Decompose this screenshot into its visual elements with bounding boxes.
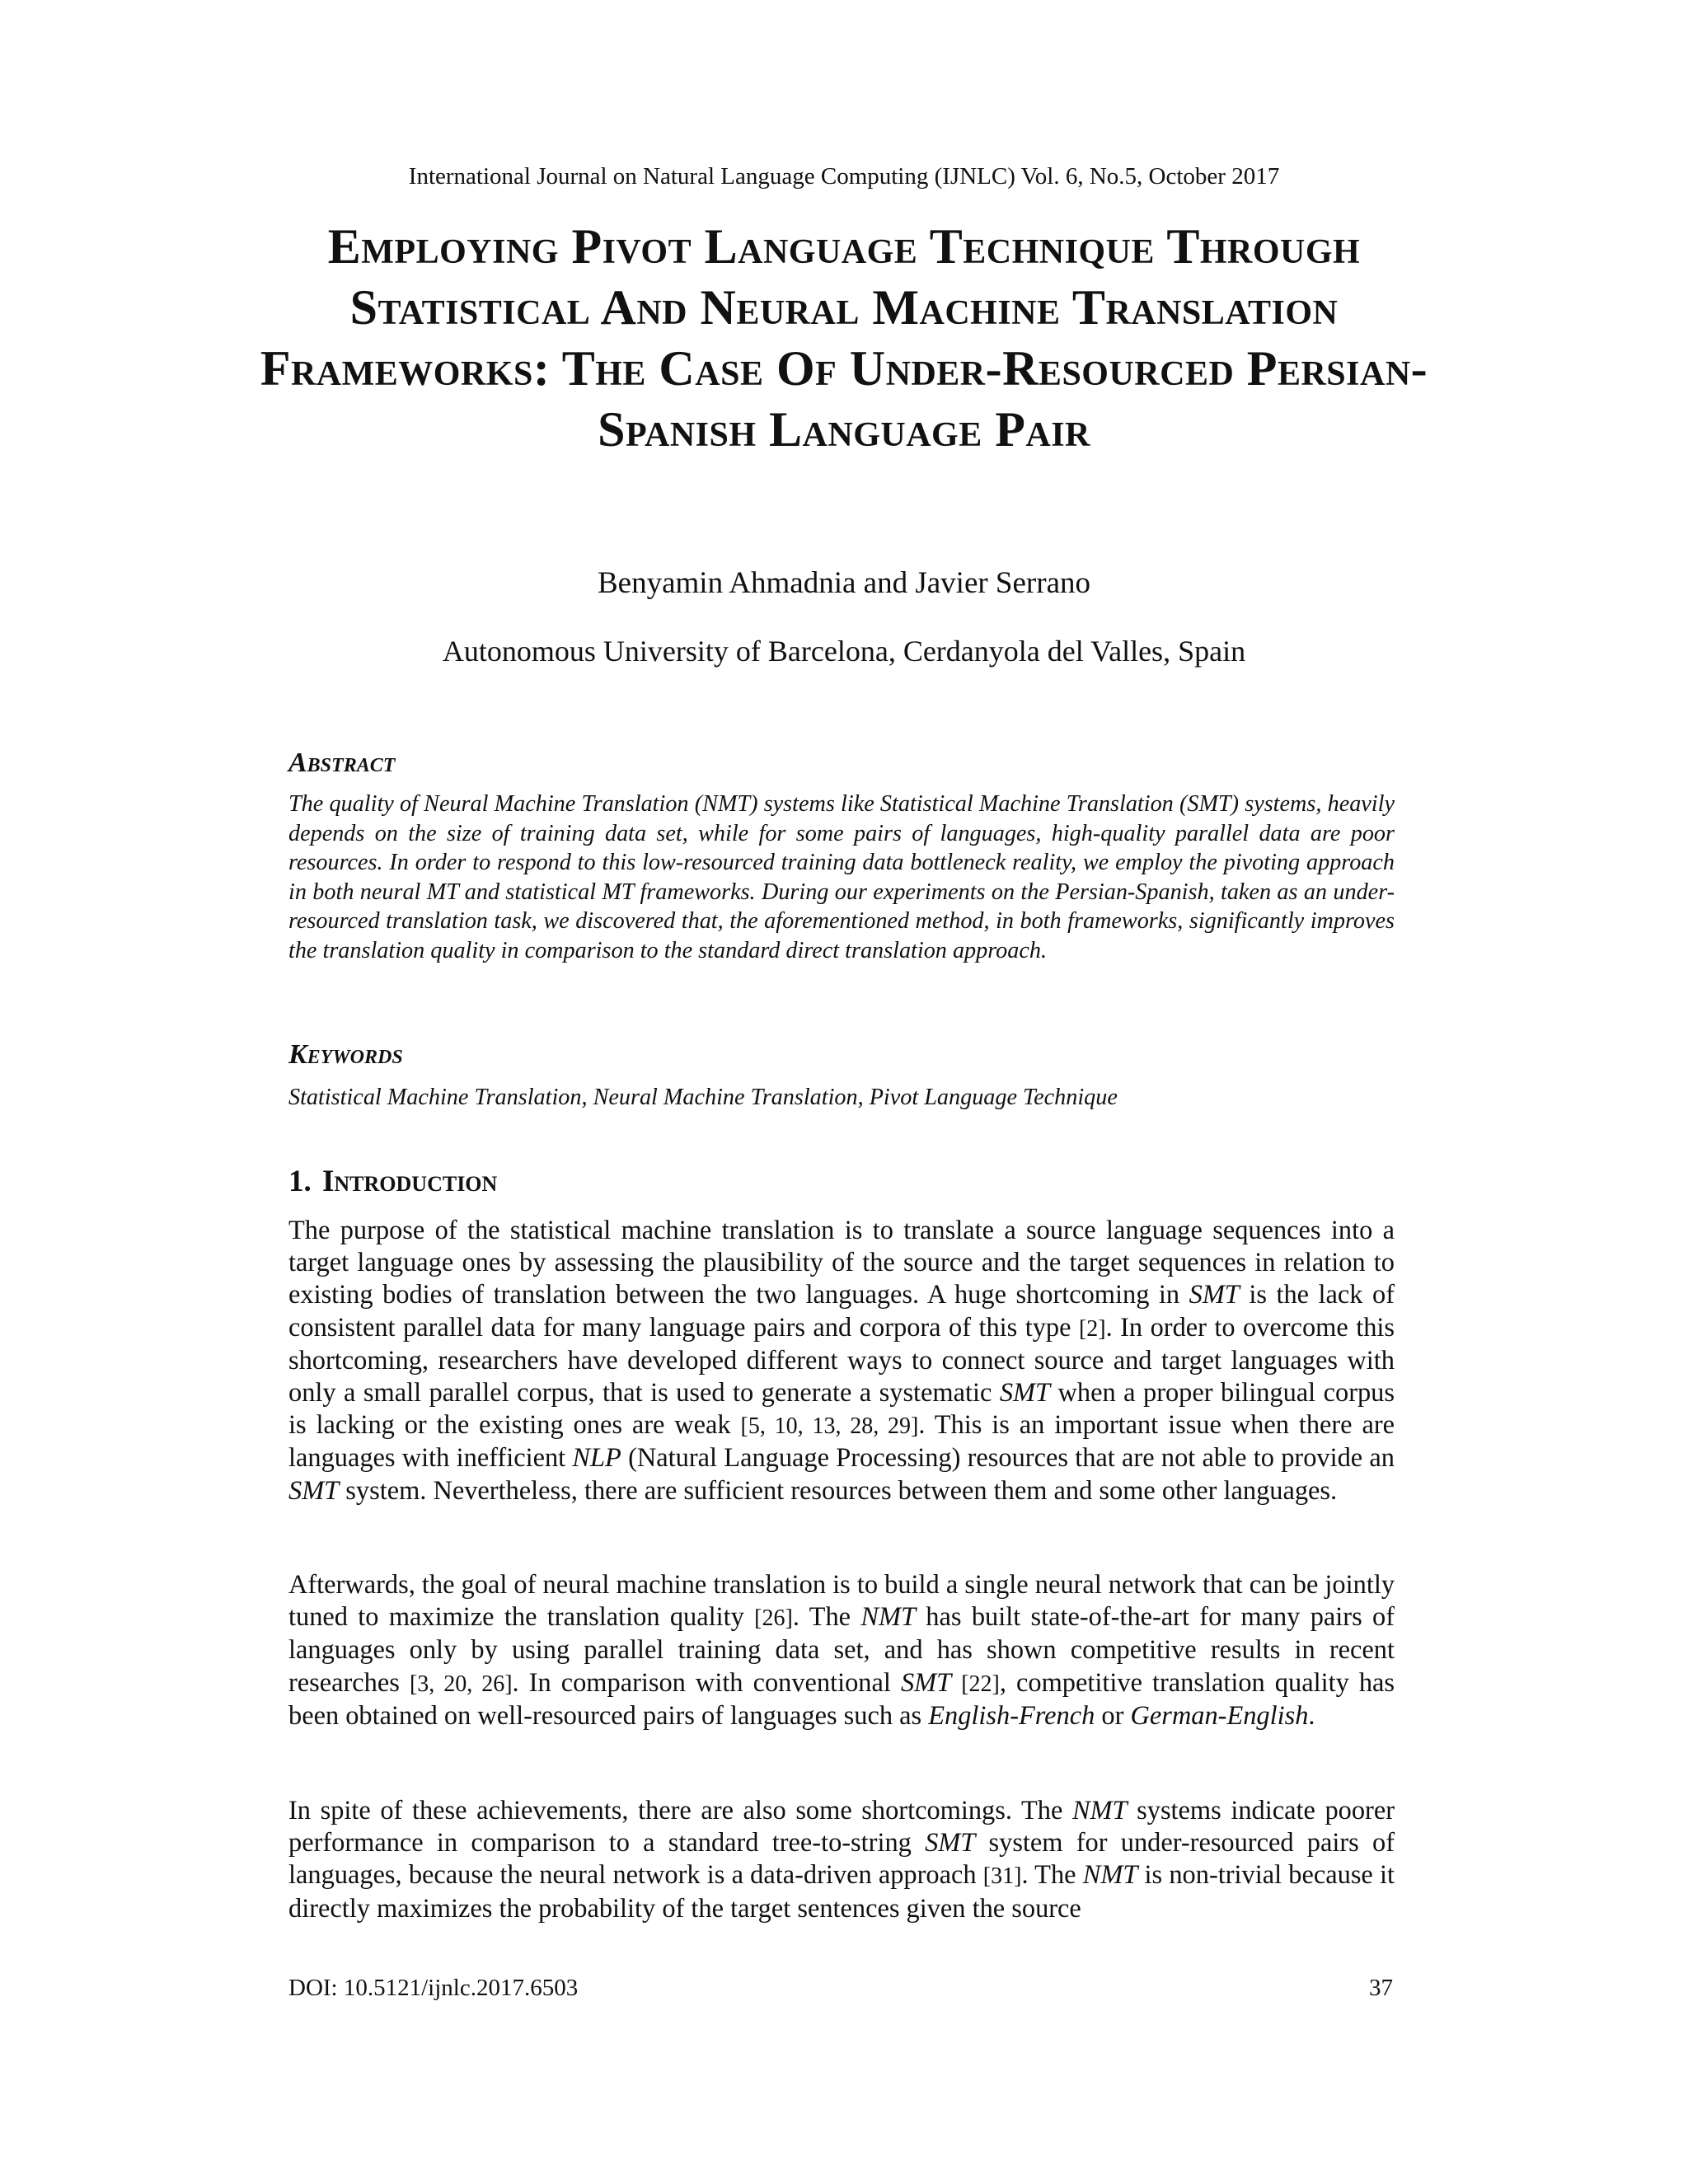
section-title: Introduction <box>322 1165 498 1198</box>
abstract-heading: Abstract <box>288 748 396 778</box>
text-run: system for under-resourced pairs of languages, because the neural network is a data-driven approach <box>288 1828 1395 1891</box>
paper-title: Employing Pivot Language Technique Through Statistical And Neural Machine Translation Frameworks: The Case Of Under-Resourced Persian-Spanish Language Pair <box>260 219 1428 457</box>
text-run: . In order to overcome this shortcoming, researchers have developed different ways to connect source and target languages with only a small parallel corpus, that is used to generate a systematic <box>288 1312 1395 1408</box>
term-nmt: NMT <box>1082 1860 1138 1891</box>
term-nmt: NMT <box>860 1602 916 1633</box>
text-run: . In comparison with conventional <box>512 1667 901 1698</box>
introduction-paragraph-3 <box>288 1795 1395 1925</box>
text-run: is the lack of consistent parallel data for many language pairs and corpora of this type <box>288 1280 1395 1343</box>
text-run: (Natural Language Processing) resources that are not able to provide an <box>621 1443 1395 1474</box>
introduction-heading <box>288 1164 497 1200</box>
text-run: system. Nevertheless, there are sufficient resources between them and some other languages. <box>339 1475 1338 1506</box>
running-header: International Journal on Natural Language Computing (IJNLC) Vol. 6, No.5, October 2017 <box>408 163 1280 190</box>
citation: [3, 20, 26] <box>409 1671 513 1697</box>
term-smt: SMT <box>900 1667 952 1698</box>
section-number: 1. <box>288 1165 312 1198</box>
citation: [31] <box>982 1863 1022 1890</box>
text-run: systems indicate poorer performance in comparison to a standard tree-to-string <box>288 1796 1395 1858</box>
text-run: , competitive translation quality has been obtained on well-resourced pairs of languages such as <box>288 1667 1395 1731</box>
term-smt: SMT <box>288 1475 340 1506</box>
text-run: In spite of these achievements, there are also some shortcomings. The <box>288 1796 1072 1825</box>
text-run: is non-trivial because it directly maximizes the probability of the target sentences given the source <box>288 1860 1395 1924</box>
authors: Benyamin Ahmadnia and Javier Serrano <box>598 566 1090 600</box>
citation: [22] <box>961 1671 1000 1697</box>
term-smt: SMT <box>1189 1280 1240 1310</box>
keywords-text: Statistical Machine Translation, Neural Machine Translation, Pivot Language Technique <box>288 1085 1118 1110</box>
keywords-heading: Keywords <box>288 1039 403 1070</box>
term-language-pair: English-French <box>928 1700 1095 1731</box>
abstract-text: The quality of Neural Machine Translation (NMT) systems like Statistical Machine Translation (SMT) systems, heavily depends on the size of training data set, while for some pairs of languages, high-quality parallel data are poor resources. In order to respond to this low-resourced training data bottleneck reality, we employ the pivoting approach in both neural MT and statistical MT frameworks. During our experiments on the Persian-Spanish, taken as an under-resourced translation task, we discovered that, the aforementioned method, in both frameworks, significantly improves the translation quality in comparison to the standard direct translation approach. <box>288 791 1395 963</box>
page-number: 37 <box>1369 1975 1393 2001</box>
introduction-paragraph-2 <box>288 1569 1395 1732</box>
text-run: The purpose of the statistical machine translation is to translate a source language sequences into a target language ones by assessing the plausibility of the source and the target sequences in relation to existing bodies of translation between the two languages. A huge shortcoming in <box>288 1216 1395 1310</box>
term-nlp: NLP <box>572 1443 621 1474</box>
text-run: . The <box>1021 1860 1083 1891</box>
citation: [5, 10, 13, 28, 29] <box>740 1413 919 1440</box>
affiliation: Autonomous University of Barcelona, Cerdanyola del Valles, Spain <box>442 635 1246 668</box>
text-run: or <box>1095 1700 1131 1731</box>
citation: [26] <box>754 1605 793 1632</box>
term-smt: SMT <box>925 1828 976 1858</box>
text-run: . This is an important issue when there are languages with inefficient <box>288 1410 1395 1474</box>
text-run: Afterwards, the goal of neural machine translation is to build a single neural network that can be jointly tuned to maximize the translation quality <box>288 1570 1395 1633</box>
text-run <box>951 1668 961 1698</box>
citation: [2] <box>1078 1315 1106 1342</box>
footer-doi: DOI: 10.5121/ijnlc.2017.6503 <box>288 1975 579 2001</box>
text-run: when a proper bilingual corpus is lacking or the existing ones are weak <box>288 1378 1395 1441</box>
term-smt: SMT <box>999 1378 1051 1408</box>
text-run: has built state-of-the-art for many pairs of languages only by using parallel training data set, and has shown competitive results in recent researches <box>288 1602 1395 1698</box>
term-nmt: NMT <box>1071 1796 1128 1825</box>
introduction-paragraph-1 <box>288 1215 1395 1507</box>
text-run: . The <box>792 1602 861 1633</box>
text-run: . <box>1308 1700 1315 1731</box>
term-language-pair: German-English <box>1130 1700 1309 1731</box>
